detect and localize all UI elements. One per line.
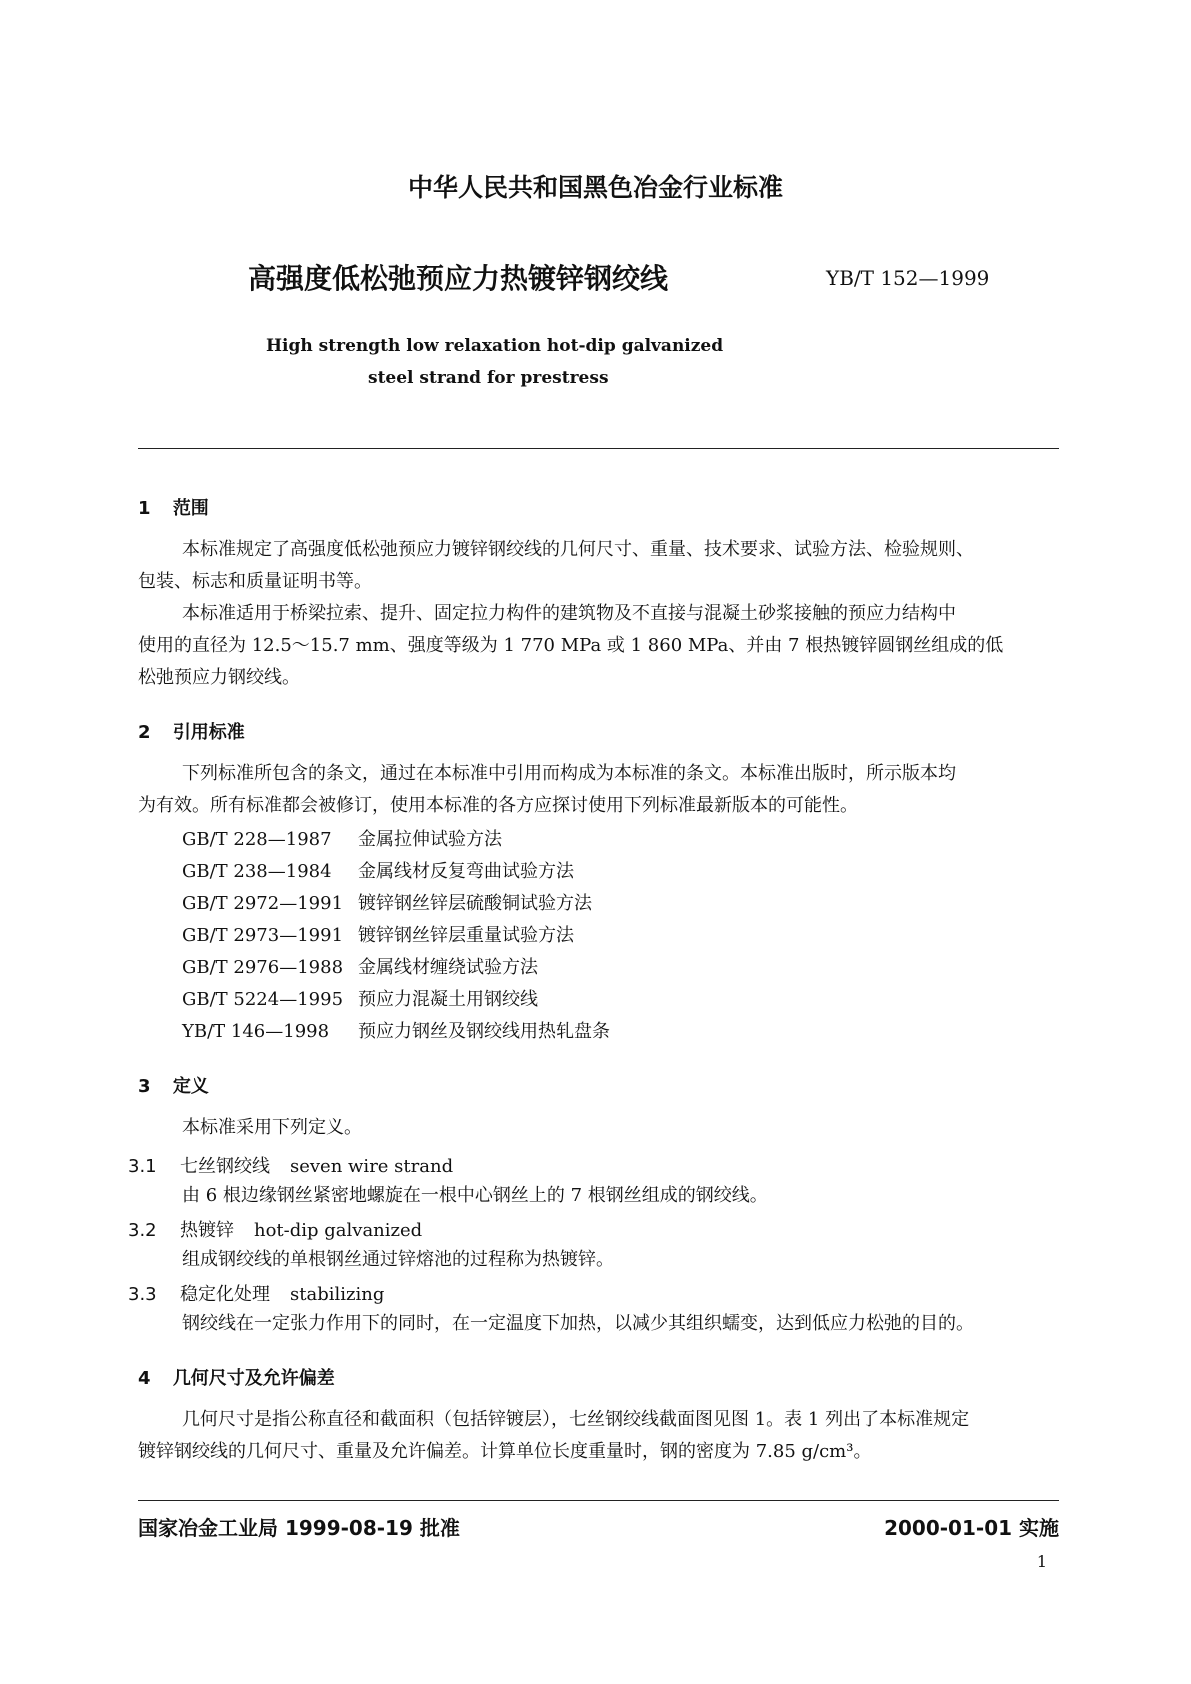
org-line: 中华人民共和国黑色冶金行业标准 <box>407 173 783 202</box>
standard-code: YB/T 152—1999 <box>826 266 990 290</box>
section1-num: 1 <box>138 498 151 519</box>
definition-term-en: stabilizing <box>290 1284 385 1305</box>
ref-code: GB/T 2976—1988 <box>182 957 344 978</box>
title-en-line1: High strength low relaxation hot-dip galvanized <box>266 336 724 356</box>
section1-heading <box>138 494 209 520</box>
section4-title: 几何尺寸及允许偏差 <box>172 1368 335 1389</box>
definition-text: 组成钢绞线的单根钢丝通过锌熔池的过程称为热镀锌。 <box>182 1249 614 1270</box>
ref-code: GB/T 2972—1991 <box>182 893 344 914</box>
ref-code: GB/T 228—1987 <box>182 829 332 850</box>
definition-heading <box>128 1152 453 1178</box>
ref-row <box>182 824 502 856</box>
approval-line: 国家冶金工业局 1999-08-19 批准 <box>138 1516 460 1540</box>
definition-num: 3.1 <box>128 1156 157 1177</box>
section3-num: 3 <box>138 1076 151 1097</box>
definition-text: 钢绞线在一定张力作用下的同时，在一定温度下加热，以减少其组织蠕变，达到低应力松弛的目的。 <box>182 1313 974 1334</box>
ref-row <box>182 1016 610 1048</box>
ref-name: 金属线材缠绕试验方法 <box>358 957 538 978</box>
page-number: 1 <box>1036 1552 1047 1571</box>
section1-p2-line2: 使用的直径为 12.5～15.7 mm、强度等级为 1 770 MPa 或 1 860 MPa、并由 7 根热镀锌圆钢丝组成的低 <box>138 635 1004 656</box>
ref-row <box>182 888 592 920</box>
ref-code: YB/T 146—1998 <box>182 1021 330 1042</box>
section4-heading <box>138 1364 335 1390</box>
title-cn: 高强度低松弛预应力热镀锌钢绞线 <box>248 262 669 295</box>
ref-code: GB/T 238—1984 <box>182 861 332 882</box>
ref-name: 金属拉伸试验方法 <box>358 829 502 850</box>
ref-code: GB/T 2973—1991 <box>182 925 344 946</box>
ref-row <box>182 984 538 1016</box>
section3-intro: 本标准采用下列定义。 <box>182 1117 362 1138</box>
section4-p1-line2: 镀锌钢绞线的几何尺寸、重量及允许偏差。计算单位长度重量时，钢的密度为 7.85 g/cm³。 <box>138 1441 872 1462</box>
ref-code: GB/T 5224—1995 <box>182 989 344 1010</box>
definition-num: 3.3 <box>128 1284 157 1305</box>
ref-name: 金属线材反复弯曲试验方法 <box>358 861 574 882</box>
definition-term: 热镀锌 <box>180 1220 234 1241</box>
definition-term-en: hot-dip galvanized <box>254 1220 423 1241</box>
footer-rule <box>138 1500 1059 1501</box>
effective-line: 2000-01-01 实施 <box>884 1516 1059 1540</box>
section1-p2-line3: 松弛预应力钢绞线。 <box>138 667 300 688</box>
section2-title: 引用标准 <box>172 722 245 743</box>
section3-heading <box>138 1072 209 1098</box>
section2-num: 2 <box>138 722 151 743</box>
definition-num: 3.2 <box>128 1220 157 1241</box>
ref-name: 预应力混凝土用钢绞线 <box>358 989 538 1010</box>
ref-name: 预应力钢丝及钢绞线用热轧盘条 <box>358 1021 610 1042</box>
ref-row <box>182 920 574 952</box>
ref-row <box>182 952 538 984</box>
ref-row <box>182 856 574 888</box>
section1-p2-line1: 本标准适用于桥梁拉索、提升、固定拉力构件的建筑物及不直接与混凝土砂浆接触的预应力结构中 <box>182 603 956 624</box>
section1-p1-line1: 本标准规定了高强度低松弛预应力镀锌钢绞线的几何尺寸、重量、技术要求、试验方法、检验规则、 <box>182 539 974 560</box>
section1-title: 范围 <box>172 498 209 519</box>
definition-term: 稳定化处理 <box>180 1284 270 1305</box>
section1-p1-line2: 包装、标志和质量证明书等。 <box>138 571 372 592</box>
definition-text: 由 6 根边缘钢丝紧密地螺旋在一根中心钢丝上的 7 根钢丝组成的钢绞线。 <box>182 1185 768 1206</box>
header-rule <box>138 448 1059 449</box>
section4-num: 4 <box>138 1368 151 1389</box>
section2-p1-line2: 为有效。所有标准都会被修订，使用本标准的各方应探讨使用下列标准最新版本的可能性。 <box>138 795 858 816</box>
definition-term-en: seven wire strand <box>290 1156 454 1177</box>
definition-heading <box>128 1216 422 1242</box>
ref-name: 镀锌钢丝锌层硫酸铜试验方法 <box>358 893 592 914</box>
definition-heading <box>128 1280 384 1306</box>
section2-heading <box>138 718 245 744</box>
definition-term: 七丝钢绞线 <box>180 1156 270 1177</box>
title-en-line2: steel strand for prestress <box>368 368 609 388</box>
section3-title: 定义 <box>172 1076 209 1097</box>
section4-p1-line1: 几何尺寸是指公称直径和截面积（包括锌镀层），七丝钢绞线截面图见图 1。表 1 列出了本标准规定 <box>182 1409 970 1430</box>
ref-name: 镀锌钢丝锌层重量试验方法 <box>358 925 574 946</box>
section2-p1-line1: 下列标准所包含的条文，通过在本标准中引用而构成为本标准的条文。本标准出版时，所示版本均 <box>182 763 956 784</box>
